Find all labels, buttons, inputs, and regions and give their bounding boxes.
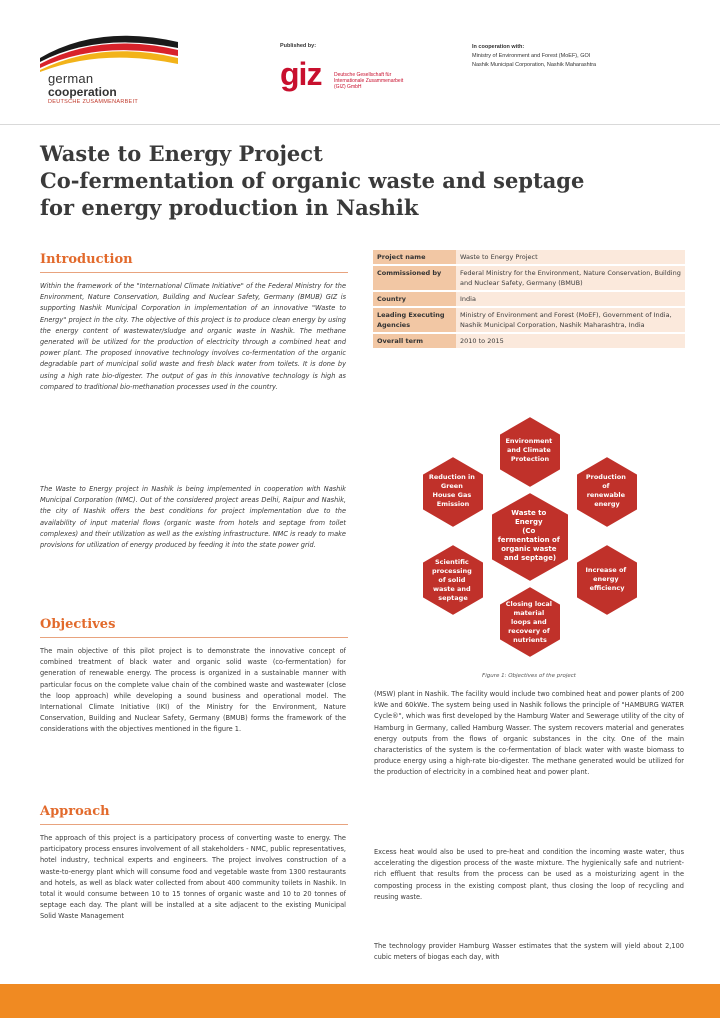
title-line-3: for energy production in Nashik <box>40 195 419 220</box>
hexagon-bottom <box>499 586 561 658</box>
hex-upper-right-line: Production <box>585 473 626 481</box>
objectives-rule <box>40 637 348 638</box>
hex-lower-left-line: Scientific <box>434 558 469 566</box>
hex-lower-right-line: Increase of <box>585 566 627 574</box>
logo-line-2: cooperation <box>48 84 117 99</box>
hexagon-center <box>491 492 569 582</box>
hex-center-line: organic waste <box>501 545 557 553</box>
figure-caption: Figure 1: Objectives of the project <box>482 673 576 679</box>
table-key: Country <box>373 291 456 307</box>
table-value: India <box>456 291 685 307</box>
right-paragraph-2: Excess heat would also be used to pre-heat and condition the incoming waste water, thus accelerating the digestion process of the waste mixture. The hygienically safe and nutrient-rich effluent that results from the process can be used as a moisturizing agent in the composting process in the existing compost plant, thus closing the loop of recycling and reusing waste. <box>374 848 684 901</box>
table-row <box>373 307 685 333</box>
hex-upper-left-line: Reduction in <box>428 473 475 481</box>
cooperation-block <box>472 43 702 70</box>
cooperation-line-2: Nashik Municipal Corporation, Nashik Maharashtra <box>472 62 597 68</box>
introduction-paragraph-2: The Waste to Energy project in Nashik is being implemented in cooperation with Nashik Municipal Corporation (NMC). Out of the considered project areas Delhi, Raipur and Nashik, the city of Nashik offers the best conditions for project implementation due to the availability of input material flows (organic waste from hotels and septage from toilet complexes) and their utilization as well as the existing infrastructure. NMC is ready to make provisions for utilization of energy produced by feeding it into the state power grid. <box>40 485 346 550</box>
table-value: Ministry of Environment and Forest (MoEF), Government of India, Nashik Municipal Corporation, Nashik Maharashtra, India <box>456 307 685 333</box>
objectives-heading: Objectives <box>40 617 116 632</box>
approach-heading: Approach <box>40 804 110 819</box>
german-cooperation-logo <box>38 28 188 120</box>
table-row <box>373 265 685 291</box>
right-paragraph-3: The technology provider Hamburg Wasser estimates that the system will yield about 2,100 cubic meters of biogas each day, with <box>374 942 684 962</box>
hex-bottom-line: loops and <box>511 618 547 626</box>
hex-bottom-line: nutrients <box>513 636 547 644</box>
hexagon-lower-right <box>576 544 638 616</box>
introduction-rule <box>40 272 348 273</box>
table-key: Project name <box>373 250 456 265</box>
right-paragraph-1: (MSW) plant in Nashik. The facility would include two combined heat and power plants of 200 kWe and 60kWe. The system being used in Nashik follows the principle of "HAMBURG WATER Cycle®", which was first developed by the Hamburg Water and Sewerage utility of the city of Hamburg in Germany, called Hamburg Wasser. The system recovers material and generates energy outputs from the flows of organic substances in the city. One of the main characteristics of the system is the co-fermentation of black water with waste biomass to produce energy using a high-rate bio-digester. The methane generated would be utilized for the production of electricity in a combined heat and power plant. <box>374 690 684 777</box>
header-divider <box>0 124 720 125</box>
hex-bottom-line: Closing local <box>505 600 552 608</box>
hex-upper-right-line: of <box>602 482 610 490</box>
table-row <box>373 250 685 265</box>
hex-lower-right-line: energy <box>593 575 619 583</box>
hex-top-line: Protection <box>510 455 550 463</box>
hex-lower-left-line: of solid <box>438 576 466 584</box>
hexagon-top <box>499 416 561 488</box>
title-line-2: Co-fermentation of organic waste and septage <box>40 168 585 193</box>
hex-lower-left-line: waste and <box>433 585 471 593</box>
flag-swoosh-icon <box>38 28 188 72</box>
table-key: Overall term <box>373 333 456 349</box>
cooperation-label: In cooperation with: <box>472 44 525 50</box>
page-title <box>40 140 680 221</box>
table-value: Waste to Energy Project <box>456 250 685 265</box>
approach-paragraph: The approach of this project is a participatory process of converting waste to energy. The participatory process ensures involvement of all stakeholders - NMC, public representatives, hotel industry, technical experts and engineers. The project involves construction of a waste-to-energy plant which will consume food and vegetable waste from 1300 restaurants and hotels, as well as black water collected from about 400 community toilets in Nashik. In total it would consume between 10 to 15 tonnes of organic waste and 10 to 20 tonnes of septage each day. The plant will be installed at a site adjacent to the existing Municipal Solid Waste Management <box>40 834 346 921</box>
logo-line-1: german <box>48 71 94 86</box>
giz-logo <box>280 56 404 92</box>
hex-top-line: Environment <box>505 437 553 445</box>
introduction-heading: Introduction <box>40 252 133 267</box>
hex-upper-right-line: renewable <box>586 491 626 499</box>
svg-text:Environment and Climate <box>505 437 554 463</box>
title-line-1: Waste to Energy Project <box>40 141 323 166</box>
objectives-paragraph: The main objective of this pilot project is to demonstrate the innovative concept of combined treatment of black water and organic solid waste (co-fermentation) for generation of renewable energy. The process is organized in a sustainable manner with particular focus on the complete value chain of the combined waste and wastewater (close the loop approach) while developing a sound business and operational model. The International Climate Initiative (IKI) of the Ministry for the Environment, Nature Conservation, Building and Nuclear Safety, Germany (BMUB) forms the framework of the considerations with the objectives mentioned in the figure 1. <box>40 647 346 734</box>
hex-center-line: Waste to <box>511 509 547 517</box>
cooperation-line-1: Ministry of Environment and Forest (MoEF), GOI <box>472 53 591 59</box>
hex-upper-left-line: Green <box>440 482 463 490</box>
hex-bottom-line: recovery of <box>508 627 550 635</box>
table-key: Leading Executing Agencies <box>373 307 456 333</box>
hex-center-line: Energy <box>515 518 543 526</box>
table-row <box>373 333 685 349</box>
logo-line-3: DEUTSCHE ZUSAMMENARBEIT <box>48 99 139 106</box>
table-value: 2010 to 2015 <box>456 333 685 349</box>
hex-upper-left-line: Emission <box>436 500 470 508</box>
project-info-table <box>373 250 685 350</box>
approach-rule <box>40 824 348 825</box>
hex-bottom-line: material <box>513 609 545 617</box>
hex-lower-right-line: efficiency <box>589 584 625 592</box>
published-by-label: Published by: <box>280 43 317 49</box>
hex-lower-left-line: septage <box>438 594 468 602</box>
hex-center-line: (Co <box>522 527 536 535</box>
hexagon-upper-left <box>422 456 484 528</box>
hexagon-upper-right <box>576 456 638 528</box>
table-key: Commissioned by <box>373 265 456 291</box>
hex-upper-right-line: energy <box>594 500 620 508</box>
footer-bar <box>0 984 720 1018</box>
hexagon-lower-left <box>422 544 484 616</box>
hex-upper-left-line: House Gas <box>432 491 472 499</box>
hex-center-line: fermentation of <box>497 536 560 544</box>
hex-lower-left-line: processing <box>431 567 472 575</box>
hex-top-line: and Climate <box>506 446 551 454</box>
giz-subtitle: Deutsche Gesellschaft für Internationale Zusammenarbeit (GIZ) GmbH <box>334 72 404 90</box>
giz-wordmark: giz <box>280 56 322 92</box>
table-row <box>373 291 685 307</box>
objectives-diagram <box>395 414 665 676</box>
table-value: Federal Ministry for the Environment, Nature Conservation, Building and Nuclear Safety, Germany (BMUB) <box>456 265 685 291</box>
introduction-paragraph-1: Within the framework of the "International Climate Initiative" of the Federal Ministry for the Environment, Nature Conservation, Building and Nuclear Safety, Germany (BMUB) GIZ is supporting Nashik Municipal Corporation in implementation of an innovative "Waste to Energy" project in the city. The objective of this project is to produce clean energy by using the energy content of wastewater/sludge and organic waste in Nashik. The methane generated will be utilized for the production of electricity through a combined heat and power plant. The proposed innovative technology involves co-fermentation of the organic degradable part of municipal solid waste and fresh black water from toilets. It is done by using a high rate bio-digester. The output of gas in this innovative technology is high as compared to traditional bio-methanation processes used in the country. <box>40 282 346 391</box>
hex-center-line: and septage) <box>503 554 557 562</box>
